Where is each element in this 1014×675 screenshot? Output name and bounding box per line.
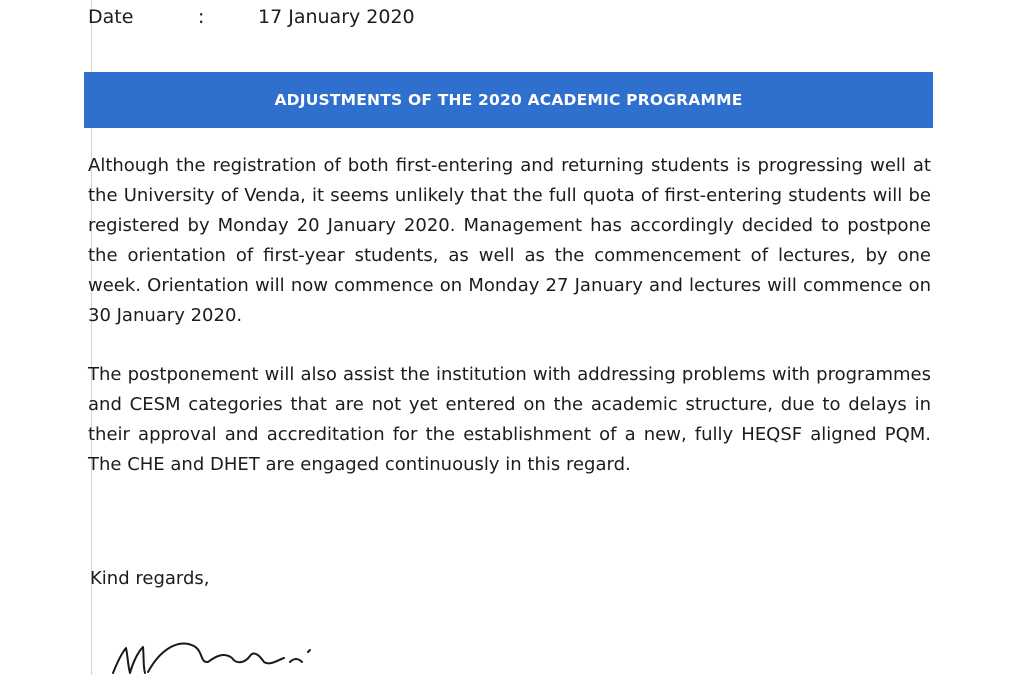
handwritten-signature (108, 628, 323, 675)
body-paragraph-1: Although the registration of both first-entering and returning students is progressing well at the University of Venda, it seems unlikely that the full quota of first-entering students will be registered by Monday 20 January 2020. Management has accordingly decided to postpone the orientation of first-year students, as well as the commencement of lectures, by one week. Orientation will now commence on Monday 27 January and lectures will commence on 30 January 2020. (88, 155, 931, 326)
date-value: 17 January 2020 (258, 6, 415, 28)
date-label: Date (88, 6, 134, 28)
closing-line: Kind regards, (90, 568, 210, 589)
body-paragraph-2: The postponement will also assist the institution with addressing problems with programmes and CESM categories that are not yet entered on the academic structure, due to delays in their approval and accreditation for the establishment of a new, fully HEQSF aligned PQM. The CHE and DHET are engaged continuously in this regard. (88, 364, 931, 475)
document-heading: ADJUSTMENTS OF THE 2020 ACADEMIC PROGRAMME (274, 91, 743, 109)
date-separator: : (198, 6, 205, 28)
heading-banner (84, 72, 933, 128)
